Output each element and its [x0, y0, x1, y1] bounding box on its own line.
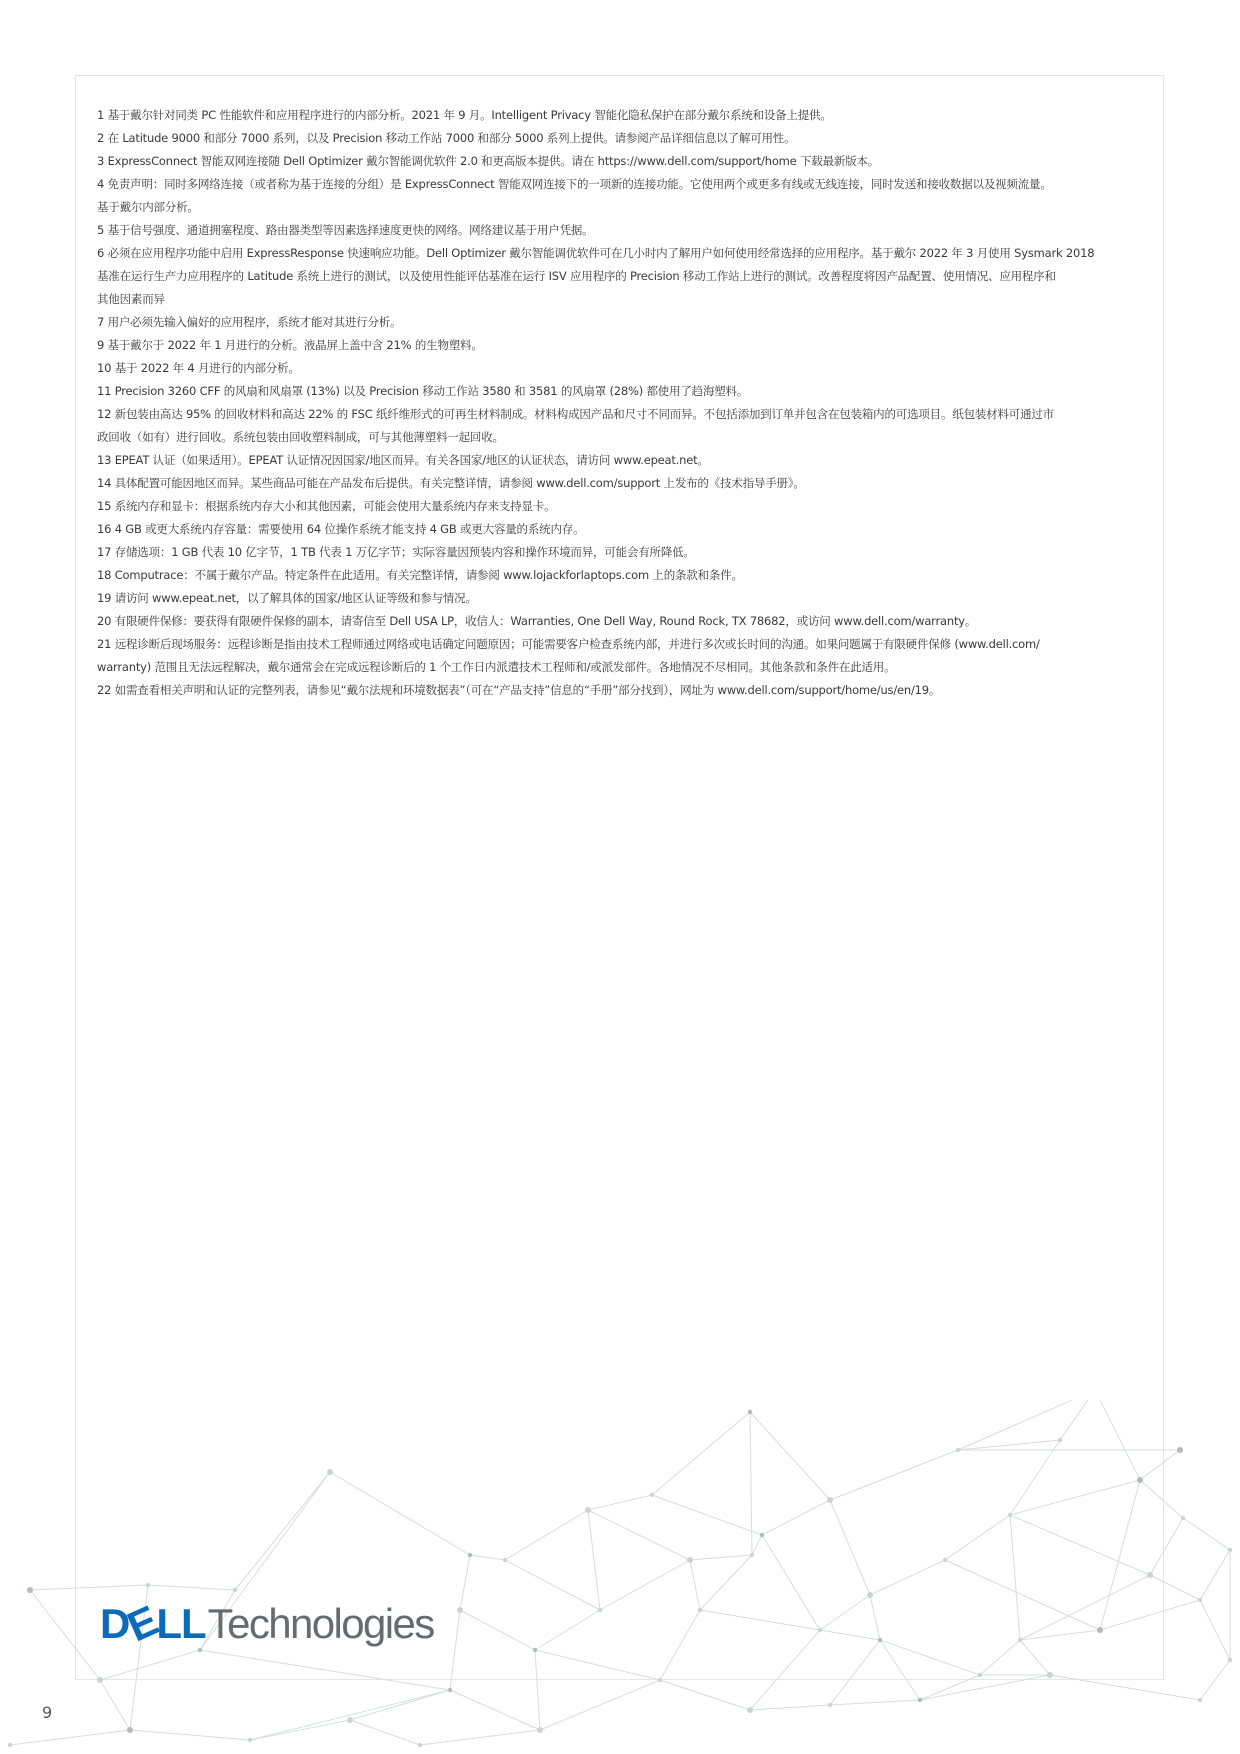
network-edge — [958, 1440, 1060, 1450]
network-edge — [540, 1680, 660, 1730]
network-node — [457, 1607, 463, 1613]
network-background-decoration — [0, 1400, 1240, 1754]
network-edge — [130, 1730, 250, 1740]
network-edge — [1020, 1575, 1150, 1640]
network-edge — [750, 1630, 820, 1710]
network-edge — [30, 1585, 148, 1590]
network-edge — [1100, 1480, 1140, 1630]
network-edge — [330, 1472, 470, 1555]
network-edge — [1020, 1640, 1050, 1675]
network-node — [698, 1608, 702, 1612]
network-edge — [830, 1450, 958, 1500]
network-edge — [535, 1610, 600, 1650]
network-edge — [652, 1412, 750, 1495]
network-node — [1147, 1572, 1153, 1578]
network-edge — [460, 1555, 470, 1610]
footnote-line: 基准在运行生产力应用程序的 Latitude 系统上进行的测试，以及使用性能评估基准在运行 ISV 应用程序的 Precision 移动工作站上进行的测试。改善程度将因产品配置、使用情况、应用程序和 — [97, 269, 1056, 283]
network-edge — [250, 1690, 450, 1740]
footnote-line: 12 新包装由高达 95% 的回收材料和高达 22% 的 FSC 纸纤维形式的可再生材料制成。材料构成因产品和尺寸不同而异。不包括添加到订单并包含在包装箱内的可选项目。纸包装材料可通过市 — [97, 407, 1054, 421]
network-edge — [450, 1610, 460, 1690]
network-edge — [830, 1700, 920, 1705]
network-edge — [1200, 1660, 1230, 1700]
network-node — [418, 1743, 422, 1747]
network-edge — [750, 1705, 830, 1710]
network-edge — [600, 1560, 690, 1610]
network-edge — [750, 1412, 830, 1500]
network-edge — [235, 1472, 330, 1590]
network-edge — [945, 1515, 1010, 1560]
network-edge — [1150, 1518, 1183, 1575]
network-edge — [1183, 1518, 1230, 1550]
footnote-line: 14 具体配置可能因地区而异。某些商品可能在产品发布后提供。有关完整详情，请参阅 www.dell.com/support 上发布的《技术指导手册》。 — [97, 476, 805, 490]
network-node — [760, 1533, 764, 1537]
footnote-line: 22 如需查看相关声明和认证的完整列表，请参见“戴尔法规和环境数据表”（可在“产品支持”信息的“手册”部分找到），网址为 www.dell.com/support/home/us/en/19。 — [97, 683, 941, 697]
network-node — [468, 1553, 472, 1557]
network-edge — [420, 1730, 540, 1745]
network-edge — [700, 1610, 820, 1630]
network-edge — [1200, 1600, 1230, 1660]
footnote-line: 基于戴尔内部分析。 — [97, 200, 199, 214]
network-node — [233, 1588, 237, 1592]
network-edge — [1095, 1400, 1140, 1480]
network-edge — [700, 1555, 752, 1610]
network-node — [1137, 1477, 1143, 1483]
network-edge — [920, 1675, 1050, 1700]
network-edge — [1200, 1550, 1230, 1600]
network-node — [1047, 1672, 1053, 1678]
network-edge — [535, 1650, 540, 1730]
footnote-line: 2 在 Latitude 9000 和部分 7000 系列，以及 Precision 移动工作站 7000 和部分 5000 系列上提供。请参阅产品详细信息以了解可用性。 — [97, 131, 796, 145]
footnote-line: 9 基于戴尔于 2022 年 1 月进行的分析。液晶屏上盖中含 21% 的生物塑料。 — [97, 338, 483, 352]
footnote-line: 10 基于 2022 年 4 月进行的内部分析。 — [97, 361, 300, 375]
footnote-line: 政回收（如有）进行回收。系统包装由回收塑料制成，可与其他薄塑料一起回收。 — [97, 430, 504, 444]
footnote-line: 11 Precision 3260 CFF 的风扇和风扇罩 (13%) 以及 Precision 移动工作站 3580 和 3581 的风扇罩 (28%) 都使用了趋海塑料。 — [97, 384, 749, 398]
footnote-line: 16 4 GB 或更大系统内存容量：需要使用 64 位操作系统才能支持 4 GB 或更大容量的系统内存。 — [97, 522, 585, 536]
network-node — [533, 1648, 537, 1652]
network-edge — [1140, 1450, 1180, 1480]
network-node — [650, 1493, 654, 1497]
network-edge — [762, 1535, 820, 1630]
network-edge — [880, 1640, 920, 1700]
network-edge — [660, 1680, 750, 1710]
network-edge — [588, 1510, 690, 1560]
network-node — [827, 1497, 833, 1503]
network-edge — [505, 1510, 588, 1560]
network-edge — [350, 1690, 450, 1720]
network-edge — [350, 1720, 420, 1745]
footnote-line: 4 免责声明：同时多网络连接（或者称为基于连接的分组）是 ExpressConnect 智能双网连接下的一项新的连接功能。它使用两个或更多有线或无线连接，同时发送和接收数据以及视频流量。 — [97, 177, 1052, 191]
network-edge — [752, 1535, 762, 1555]
network-edge — [830, 1500, 870, 1595]
network-edge — [652, 1495, 762, 1535]
footnote-line: 15 系统内存和显卡：根据系统内存大小和其他因素，可能会使用大量系统内存来支持显卡。 — [97, 499, 556, 513]
footnote-line: 18 Computrace：不属于戴尔产品。特定条件在此适用。有关完整详情，请参阅 www.lojackforlaptops.com 上的条款和条件。 — [97, 568, 743, 582]
footnote-line: 1 基于戴尔针对同类 PC 性能软件和应用程序进行的内部分析。2021 年 9 月。Intelligent Privacy 智能化隐私保护在部分戴尔系统和设备上提供。 — [97, 108, 832, 122]
network-edge — [870, 1595, 880, 1640]
network-node — [598, 1608, 602, 1612]
technologies-wordmark: Technologies — [207, 1600, 434, 1647]
network-node — [327, 1469, 333, 1475]
network-edge — [690, 1560, 700, 1610]
network-node — [867, 1592, 873, 1598]
network-edge — [880, 1640, 980, 1675]
network-node — [1198, 1598, 1202, 1602]
network-edge — [830, 1640, 880, 1705]
network-node — [248, 1738, 252, 1742]
network-edge — [820, 1595, 870, 1630]
network-node — [537, 1727, 543, 1733]
network-edge — [588, 1495, 652, 1510]
network-edge — [690, 1555, 752, 1560]
network-node — [27, 1587, 33, 1593]
network-node — [658, 1678, 662, 1682]
network-edge — [460, 1610, 535, 1650]
network-node — [347, 1717, 353, 1723]
network-node — [747, 1707, 753, 1713]
dell-wordmark: DELL — [100, 1596, 206, 1651]
network-node — [1058, 1438, 1062, 1442]
network-edge — [660, 1610, 700, 1680]
footnote-line: 20 有限硬件保修：要获得有限硬件保修的副本，请寄信至 Dell USA LP，收信人：Warranties, One Dell Way, Round Rock, TX 78682，或访问 www.dell.com/warranty。 — [97, 614, 977, 628]
network-node — [918, 1698, 922, 1702]
network-edge — [505, 1560, 600, 1610]
network-node — [1097, 1627, 1103, 1633]
network-edge — [1140, 1480, 1183, 1518]
network-node — [1177, 1447, 1183, 1453]
network-node — [8, 1743, 12, 1747]
network-edge — [1150, 1575, 1200, 1600]
footnote-line: 17 存储选项：1 GB 代表 10 亿字节，1 TB 代表 1 万亿字节；实际容量因预装内容和操作环境而异，可能会有所降低。 — [97, 545, 695, 559]
network-node — [1018, 1638, 1022, 1642]
footnote-line: 21 远程诊断后现场服务：远程诊断是指由技术工程师通过网络或电话确定问题原因；可能需要客户检查系统内部，并进行多次或长时间的沟通。如果问题属于有限硬件保修 (www.dell.com/ — [97, 637, 1040, 651]
network-node — [97, 1677, 103, 1683]
footnote-line: warranty) 范围且无法远程解决，戴尔通常会在完成远程诊断后的 1 个工作日内派遣技术工程师和/或派发部件。各地情况不尽相同。其他条款和条件在此适用。 — [97, 660, 896, 674]
network-node — [1181, 1516, 1185, 1520]
network-node — [943, 1558, 947, 1562]
footnote-line: 7 用户必须先输入偏好的应用程序，系统才能对其进行分析。 — [97, 315, 402, 329]
network-node — [198, 1648, 202, 1652]
network-node — [1198, 1698, 1202, 1702]
network-edge — [1010, 1515, 1020, 1640]
network-node — [750, 1553, 754, 1557]
network-edge — [762, 1500, 830, 1535]
page-number: 9 — [42, 1703, 53, 1722]
network-edge — [870, 1560, 945, 1595]
footnote-line: 19 请访问 www.epeat.net，以了解具体的国家/地区认证等级和参与情况。 — [97, 591, 477, 605]
footnote-line: 5 基于信号强度、通道拥塞程度、路由器类型等因素选择速度更快的网络。网络建议基于用户凭据。 — [97, 223, 594, 237]
footnote-line: 3 ExpressConnect 智能双网连接随 Dell Optimizer 戴尔智能调优软件 2.0 和更高版本提供。请在 https://www.dell.com/support/home 下载最新版本。 — [97, 154, 880, 168]
network-node — [956, 1448, 960, 1452]
network-edge — [1060, 1400, 1095, 1440]
network-node — [978, 1673, 982, 1677]
network-edge — [920, 1675, 980, 1700]
network-node — [448, 1688, 452, 1692]
network-edge — [1010, 1515, 1150, 1575]
footnote-line: 其他因素而异 — [97, 292, 165, 306]
network-edge — [250, 1720, 350, 1740]
network-edge — [1100, 1600, 1200, 1630]
network-node — [687, 1557, 693, 1563]
network-edge — [100, 1650, 200, 1680]
network-edge — [1020, 1630, 1100, 1640]
network-edge — [1050, 1675, 1200, 1700]
network-edge — [148, 1585, 235, 1590]
footnotes-list — [97, 104, 1143, 702]
network-edge — [470, 1555, 505, 1560]
footnote-line: 6 必须在应用程序功能中启用 ExpressResponse 快速响应功能。Dell Optimizer 戴尔智能调优软件可在几小时内了解用户如何使用经常选择的应用程序。基于戴尔 2022 年 3 月使用 Sysmark 2018 — [97, 246, 1095, 260]
network-node — [503, 1558, 507, 1562]
network-edge — [535, 1650, 660, 1680]
network-edge — [980, 1640, 1020, 1675]
network-node — [818, 1628, 822, 1632]
network-node — [585, 1507, 591, 1513]
network-node — [1228, 1548, 1232, 1552]
network-edge — [750, 1412, 752, 1555]
dell-technologies-logo — [100, 1596, 434, 1651]
network-edge — [820, 1630, 880, 1640]
footnote-line: 13 EPEAT 认证（如果适用）。EPEAT 认证情况因国家/地区而异。有关各国家/地区的认证状态，请访问 www.epeat.net。 — [97, 453, 709, 467]
network-edge — [945, 1560, 1100, 1630]
network-edge — [588, 1510, 600, 1610]
network-edge — [10, 1730, 130, 1745]
network-edge — [200, 1650, 450, 1690]
network-node — [828, 1703, 832, 1707]
network-node — [146, 1583, 150, 1587]
network-node — [748, 1410, 752, 1414]
network-edge — [100, 1680, 130, 1730]
network-node — [878, 1638, 882, 1642]
network-edge — [958, 1400, 1095, 1450]
network-node — [1008, 1513, 1012, 1517]
network-node — [127, 1727, 133, 1733]
network-edge — [30, 1590, 100, 1680]
network-node — [1228, 1658, 1232, 1662]
network-edge — [450, 1690, 540, 1730]
